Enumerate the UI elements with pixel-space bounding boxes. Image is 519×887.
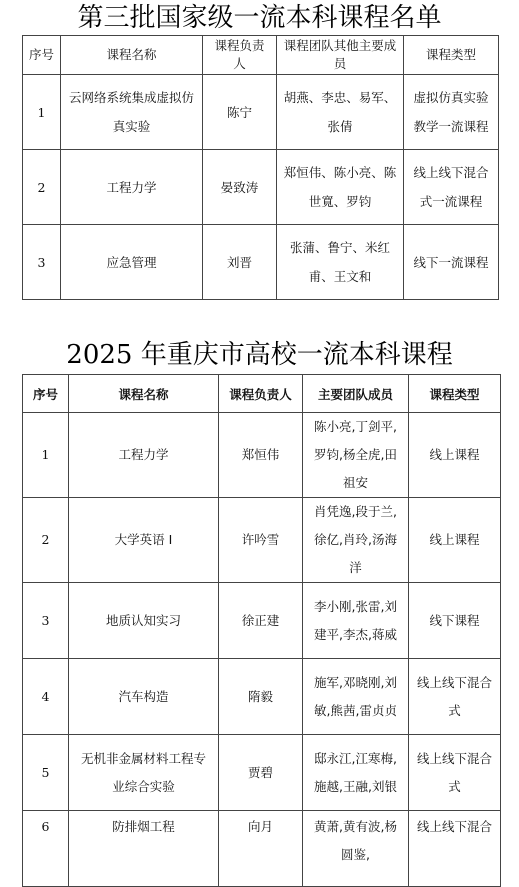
row-index: 4 xyxy=(23,659,69,735)
course-type: 线下一流课程 xyxy=(404,225,499,300)
course-type: 线上课程 xyxy=(409,413,501,498)
national-course-table xyxy=(22,35,499,300)
course-lead: 徐正建 xyxy=(219,583,303,659)
course-name: 汽车构造 xyxy=(69,659,219,735)
team-members: 胡燕、李忠、易军、张倩 xyxy=(277,75,404,150)
course-type: 线下课程 xyxy=(409,583,501,659)
row-index: 5 xyxy=(23,735,69,811)
row-index: 3 xyxy=(23,225,61,300)
course-lead: 许吟雪 xyxy=(219,498,303,583)
course-lead: 刘晋 xyxy=(203,225,277,300)
table2-title: 2025 年重庆市高校一流本科课程 xyxy=(66,340,453,370)
header-team-members: 课程团队其他主要成员 xyxy=(277,36,404,75)
course-type: 线上线下混合 xyxy=(409,811,501,887)
course-type: 线上课程 xyxy=(409,498,501,583)
header-course-lead: 课程负责人 xyxy=(203,36,277,75)
team-members: 陈小亮,丁剑平,罗钧,杨全虎,田祖安 xyxy=(303,413,409,498)
table-row xyxy=(23,498,501,583)
course-lead: 贾碧 xyxy=(219,735,303,811)
team-members: 肖凭逸,段于兰,徐亿,肖玲,汤海洋 xyxy=(303,498,409,583)
team-members: 李小刚,张雷,刘建平,李杰,蒋威 xyxy=(303,583,409,659)
course-name: 地质认知实习 xyxy=(69,583,219,659)
table-row xyxy=(23,659,501,735)
team-members: 邸永江,江寒梅,施越,王融,刘银 xyxy=(303,735,409,811)
team-members: 施军,邓晓刚,刘敏,熊茜,雷贞贞 xyxy=(303,659,409,735)
course-type: 线上线下混合式一流课程 xyxy=(404,150,499,225)
header-course-type: 课程类型 xyxy=(404,36,499,75)
team-members: 郑恒伟、陈小亮、陈世寬、罗钧 xyxy=(277,150,404,225)
course-name: 应急管理 xyxy=(61,225,203,300)
header-course-name: 课程名称 xyxy=(61,36,203,75)
municipal-course-table xyxy=(22,374,501,887)
course-lead: 向月 xyxy=(219,811,303,887)
course-name: 防排烟工程 xyxy=(69,811,219,887)
table-header-row xyxy=(23,36,499,75)
course-lead: 晏致涛 xyxy=(203,150,277,225)
row-index: 1 xyxy=(23,75,61,150)
row-index: 3 xyxy=(23,583,69,659)
table-row xyxy=(23,413,501,498)
table-row xyxy=(23,225,499,300)
table-row xyxy=(23,583,501,659)
course-type: 线上线下混合式 xyxy=(409,659,501,735)
row-index: 6 xyxy=(23,811,69,887)
row-index: 2 xyxy=(23,498,69,583)
team-members: 张蒲、鲁宁、米红甫、王文和 xyxy=(277,225,404,300)
table-row xyxy=(23,150,499,225)
header-course-name: 课程名称 xyxy=(69,375,219,413)
header-index: 序号 xyxy=(23,36,61,75)
course-name: 云网络系统集成虚拟仿真实验 xyxy=(61,75,203,150)
course-type: 虚拟仿真实验教学一流课程 xyxy=(404,75,499,150)
header-course-lead: 课程负责人 xyxy=(219,375,303,413)
row-index: 2 xyxy=(23,150,61,225)
course-name: 大学英语 I xyxy=(69,498,219,583)
course-name: 工程力学 xyxy=(61,150,203,225)
course-name: 无机非金属材料工程专业综合实验 xyxy=(69,735,219,811)
header-team-members: 主要团队成员 xyxy=(303,375,409,413)
table-header-row xyxy=(23,375,501,413)
table-row xyxy=(23,735,501,811)
row-index: 1 xyxy=(23,413,69,498)
team-members: 黄萧,黄有波,杨圆鉴, xyxy=(303,811,409,887)
course-lead: 隋毅 xyxy=(219,659,303,735)
header-course-type: 课程类型 xyxy=(409,375,501,413)
course-lead: 陈宁 xyxy=(203,75,277,150)
table-row xyxy=(23,811,501,887)
table-row xyxy=(23,75,499,150)
course-name: 工程力学 xyxy=(69,413,219,498)
header-index: 序号 xyxy=(23,375,69,413)
table1-title: 第三批国家级一流本科课程名单 xyxy=(77,3,442,33)
course-lead: 郑恒伟 xyxy=(219,413,303,498)
course-type: 线上线下混合式 xyxy=(409,735,501,811)
